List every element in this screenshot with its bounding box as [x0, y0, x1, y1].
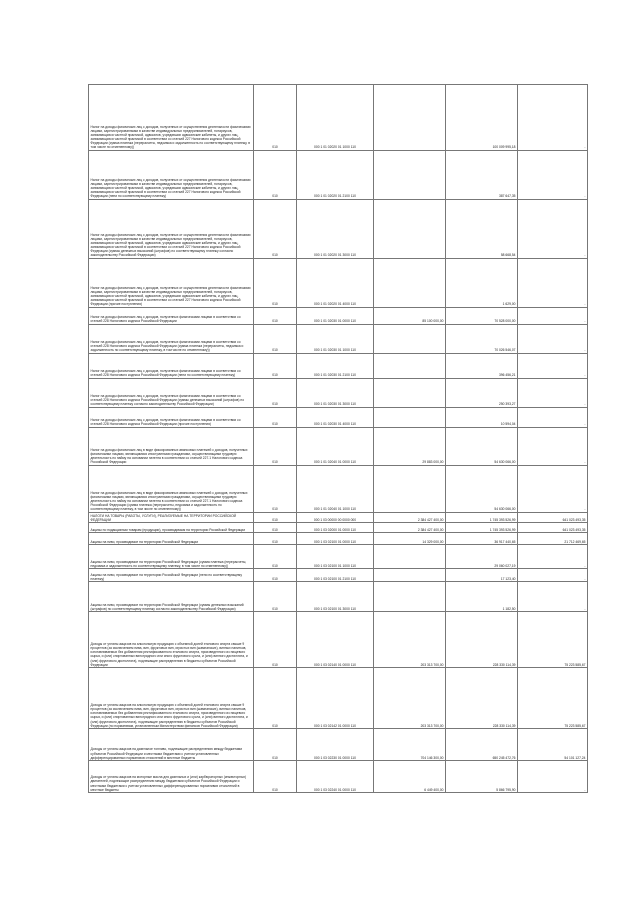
row-plan-amount: [374, 545, 446, 569]
table-row: [89, 259, 588, 308]
row-kbk: 000 1 01 02040 01 1000 110: [297, 466, 374, 513]
row-executed-amount: 70 026 546,07: [446, 325, 518, 354]
row-kbk: 000 1 01 02030 01 0000 110: [297, 308, 374, 325]
row-remaining-amount: -: [518, 466, 588, 513]
row-executed-amount: 228 330 114,39: [446, 612, 518, 668]
row-code: 010: [254, 259, 297, 308]
row-executed-amount: 10 594,04: [446, 408, 518, 428]
row-code: 010: [254, 428, 297, 466]
row-remaining-amount: 75 223 585,67: [518, 612, 588, 668]
row-plan-amount: 85 100 000,00: [374, 308, 446, 325]
row-plan-amount: [374, 85, 446, 151]
row-kbk: 000 1 01 02030 01 3000 110: [297, 379, 374, 408]
row-name: Налог на доходы физических лиц с доходов, полученных от осуществления деятельности физическими лицами, зарегистрированными в качестве индивидуальных предпринимателей, нотариусов, занимающихся частной практикой, адвокатов, учредивших адвокатские кабинеты, и других лиц, занимающихся частной практикой в соответствии со статьей 227 Налогового кодекса Российской Федерации (суммы денежных взысканий (штрафов) по соответствующему платежу согласно законодательству Российской Федерации): [89, 200, 254, 259]
row-code: 010: [254, 85, 297, 151]
row-kbk: 000 1 03 02100 01 1000 110: [297, 545, 374, 569]
row-executed-amount: 54 630 066,00: [446, 466, 518, 513]
row-kbk: 000 1 03 02000 01 0000 110: [297, 523, 374, 533]
row-remaining-amount: -: [518, 259, 588, 308]
row-remaining-amount: 641 023 493,35: [518, 523, 588, 533]
row-kbk: 000 1 01 02020 01 4000 110: [297, 259, 374, 308]
table-row: [89, 668, 588, 729]
table-row: [89, 582, 588, 612]
row-code: 010: [254, 513, 297, 523]
row-kbk: 000 1 03 02100 01 0000 110: [297, 533, 374, 545]
row-code: 010: [254, 354, 297, 379]
row-kbk: 000 1 01 02020 01 3000 110: [297, 200, 374, 259]
row-code: 010: [254, 545, 297, 569]
row-kbk: 000 1 01 02040 01 0000 110: [297, 428, 374, 466]
row-kbk: 000 1 01 02030 01 4000 110: [297, 408, 374, 428]
row-executed-amount: 70 528 000,00: [446, 308, 518, 325]
row-code: 010: [254, 151, 297, 200]
row-plan-amount: [374, 354, 446, 379]
table-row: [89, 612, 588, 668]
row-name: Акцизы на пиво, производимое на территории Российской Федерации (пени по соответствующему платежу): [89, 569, 254, 582]
row-plan-amount: 29 883 000,00: [374, 428, 446, 466]
row-plan-amount: [374, 200, 446, 259]
row-executed-amount: 650 245 472,76: [446, 729, 518, 761]
row-code: 010: [254, 729, 297, 761]
row-kbk: 000 1 03 02100 01 3000 110: [297, 582, 374, 612]
row-executed-amount: 54 630 066,00: [446, 428, 518, 466]
row-executed-amount: 17 123,40: [446, 569, 518, 582]
row-executed-amount: 1 182,50: [446, 582, 518, 612]
row-code: 010: [254, 379, 297, 408]
row-plan-amount: 2 384 427 400,00: [374, 523, 446, 533]
row-executed-amount: 29 060 027,19: [446, 545, 518, 569]
row-name: Налог на доходы физических лиц с доходов, полученных физическими лицами в соответствии со статьей 228 Налогового кодекса Российской Федерации: [89, 308, 254, 325]
row-name: Налог на доходы физических лиц с доходов, полученных от осуществления деятельности физическими лицами, зарегистрированными в качестве индивидуальных предпринимателей, нотариусов, занимающихся частной практикой, адвокатов, учредивших адвокатские кабинеты, и других лиц, занимающихся частной практикой в соответствии со статьей 227 Налогового кодекса Российской Федерации (сумма платежа (перерасчеты, недоимка и задолженность по соответствующему платежу, в том числе по отмененному)): [89, 85, 254, 151]
row-code: 010: [254, 533, 297, 545]
row-remaining-amount: -: [518, 151, 588, 200]
row-plan-amount: 6 449 400,00: [374, 761, 446, 793]
row-remaining-amount: -: [518, 200, 588, 259]
row-name: Акцизы на пиво, производимое на территории Российской Федерации (сумма платежа (перерасчеты, недоимка и задолженность по соответствующему платежу, в том числе по отмененному)): [89, 545, 254, 569]
row-executed-amount: 250 393,27: [446, 379, 518, 408]
row-name: Акцизы по подакцизным товарам (продукции), производимым на территории Российской Федерации: [89, 523, 254, 533]
row-name: Налог на доходы физических лиц в виде фиксированных авансовых платежей с доходов, полученных физическими лицами, являющимися иностранными гражданами, осуществляющими трудовую деятельность по найму на основании патента в соответствии со статьей 227.1 Налогового кодекса Российской Федерации (сумма платежа (перерасчеты, недоимка и задолженность по соответствующему платежу, в том числе по отмененному)): [89, 466, 254, 513]
row-name: Акцизы на пиво, производимое на территории Российской Федерации: [89, 533, 254, 545]
row-name: Доходы от уплаты акцизов на алкогольную продукцию с объемной долей этилового спирта свыше 9 процентов (за исключением пива, вин, фруктовых вин, игристых вин (шампанских), винных напитков, изготавливаемых без добавления ректификованного этилового спирта, произведенного из пищевого сырья, и (или) спиртованных виноградного или иного фруктового сусла, и (или) винного дистиллята, и (или) фруктового дистиллята), подлежащие распределению в бюджеты субъектов Российской Федерации (по нормативам, установленным Министерством финансов Российской Федерации): [89, 668, 254, 729]
row-remaining-amount: 54 101 127,24: [518, 729, 588, 761]
row-code: 010: [254, 408, 297, 428]
row-remaining-amount: -: [518, 569, 588, 582]
row-name: Доходы от уплаты акцизов на дизельное топливо, подлежащие распределению между бюджетами субъектов Российской Федерации и местными бюджетами с учетом установленных дифференцированных нормативов отчислений в местные бюджеты: [89, 729, 254, 761]
row-name: Налог на доходы физических лиц в виде фиксированных авансовых платежей с доходов, полученных физическими лицами, являющимися иностранными гражданами, осуществляющими трудовую деятельность по найму на основании патента в соответствии со статьей 227.1 Налогового кодекса Российской Федерации: [89, 428, 254, 466]
table-row: [89, 379, 588, 408]
row-kbk: 000 1 03 02142 01 0000 110: [297, 668, 374, 729]
row-kbk: 000 1 01 02020 01 1000 110: [297, 85, 374, 151]
row-kbk: 000 1 03 00000 00 0000 000: [297, 513, 374, 523]
row-name: Налог на доходы физических лиц с доходов, полученных физическими лицами в соответствии со статьей 228 Налогового кодекса Российской Федерации (сумма платежа (перерасчеты, недоимка и задолженность по соответствующему платежу, в том числе по отмененному)): [89, 325, 254, 354]
table-row: [89, 513, 588, 523]
row-plan-amount: [374, 151, 446, 200]
row-code: 010: [254, 761, 297, 793]
row-name: Налог на доходы физических лиц с доходов, полученных физическими лицами в соответствии со статьей 228 Налогового кодекса Российской Федерации (пени по соответствующему платежу): [89, 354, 254, 379]
table-row: [89, 533, 588, 545]
row-name: Доходы от уплаты акцизов на алкогольную продукцию с объемной долей этилового спирта свыше 9 процентов (за исключением пива, вин, фруктовых вин, игристых вин (шампанских), винных напитков, изготавливаемых без добавления ректификованного этилового спирта, произведенного из пищевого сырья, и (или) спиртованных виноградного или иного фруктового сусла, и (или) винного дистиллята, и (или) фруктового дистиллята), подлежащие распределению в бюджеты субъектов Российской Федерации: [89, 612, 254, 668]
row-executed-amount: 396 456,21: [446, 354, 518, 379]
row-plan-amount: [374, 259, 446, 308]
table-row: [89, 761, 588, 793]
row-plan-amount: [374, 325, 446, 354]
table-row: [89, 569, 588, 582]
row-remaining-amount: -: [518, 308, 588, 325]
table-row: [89, 408, 588, 428]
table-row: [89, 354, 588, 379]
row-executed-amount: 100 009 995,18: [446, 85, 518, 151]
row-code: 010: [254, 582, 297, 612]
row-plan-amount: 203 313 700,00: [374, 612, 446, 668]
row-kbk: 000 1 03 02240 01 0000 110: [297, 761, 374, 793]
row-code: 010: [254, 569, 297, 582]
row-remaining-amount: -: [518, 354, 588, 379]
row-code: 010: [254, 466, 297, 513]
row-kbk: 000 1 03 02230 01 0000 110: [297, 729, 374, 761]
row-kbk: 000 1 01 02030 01 1000 110: [297, 325, 374, 354]
table-row: [89, 545, 588, 569]
row-remaining-amount: 75 223 585,67: [518, 668, 588, 729]
table-row: [89, 308, 588, 325]
row-code: 010: [254, 523, 297, 533]
table-row: [89, 151, 588, 200]
row-code: 010: [254, 308, 297, 325]
row-plan-amount: [374, 582, 446, 612]
row-remaining-amount: -: [518, 545, 588, 569]
row-plan-amount: [374, 569, 446, 582]
row-plan-amount: [374, 466, 446, 513]
table-row: [89, 200, 588, 259]
row-plan-amount: 14 329 000,00: [374, 533, 446, 545]
row-kbk: 000 1 03 02140 01 0000 110: [297, 612, 374, 668]
row-kbk: 000 1 03 02100 01 2100 110: [297, 569, 374, 582]
table-row: [89, 523, 588, 533]
row-remaining-amount: -: [518, 408, 588, 428]
row-remaining-amount: 21 712 469,65: [518, 533, 588, 545]
table-row: [89, 325, 588, 354]
row-kbk: 000 1 01 02030 01 2100 110: [297, 354, 374, 379]
row-code: 010: [254, 325, 297, 354]
row-plan-amount: 203 313 700,00: [374, 668, 446, 729]
table-body: [89, 85, 588, 793]
row-code: 010: [254, 668, 297, 729]
row-remaining-amount: -: [518, 761, 588, 793]
row-code: 010: [254, 200, 297, 259]
row-name: Доходы от уплаты акцизов на моторные масла для дизельных и (или) карбюраторных (инжекторных) двигателей, подлежащие распределению между бюджетами субъектов Российской Федерации и местными бюджетами с учетом установленных дифференцированных нормативов отчислений в местные бюджеты: [89, 761, 254, 793]
row-remaining-amount: -: [518, 379, 588, 408]
row-plan-amount: 704 146 300,00: [374, 729, 446, 761]
row-code: 010: [254, 612, 297, 668]
row-kbk: 000 1 01 02020 01 2100 110: [297, 151, 374, 200]
row-name: Налог на доходы физических лиц с доходов, полученных от осуществления деятельности физическими лицами, зарегистрированными в качестве индивидуальных предпринимателей, нотариусов, занимающихся частной практикой, адвокатов, учредивших адвокатские кабинеты, и других лиц, занимающихся частной практикой в соответствии со статьей 227 Налогового кодекса Российской Федерации (прочие поступления): [89, 259, 254, 308]
row-executed-amount: 5 866 795,90: [446, 761, 518, 793]
table-row: [89, 466, 588, 513]
row-name: Налог на доходы физических лиц с доходов, полученных физическими лицами в соответствии со статьей 228 Налогового кодекса Российской Федерации (прочие поступления): [89, 408, 254, 428]
row-name: Акцизы на пиво, производимое на территории Российской Федерации (суммы денежных взысканий (штрафов) по соответствующему платежу согласно законодательству Российской Федерации): [89, 582, 254, 612]
row-executed-amount: 58 668,54: [446, 200, 518, 259]
row-executed-amount: 1 745 393 526,99: [446, 523, 518, 533]
row-remaining-amount: -: [518, 85, 588, 151]
row-executed-amount: 228 330 114,39: [446, 668, 518, 729]
row-executed-amount: 387 647,35: [446, 151, 518, 200]
budget-income-table: [88, 84, 588, 793]
row-executed-amount: 1 745 393 526,99: [446, 513, 518, 523]
row-remaining-amount: 641 023 493,35: [518, 513, 588, 523]
table-row: [89, 428, 588, 466]
table-row: [89, 729, 588, 761]
row-plan-amount: [374, 408, 446, 428]
row-remaining-amount: -: [518, 428, 588, 466]
row-remaining-amount: -: [518, 582, 588, 612]
row-remaining-amount: -: [518, 325, 588, 354]
row-executed-amount: 1 629,00: [446, 259, 518, 308]
row-name: Налог на доходы физических лиц с доходов, полученных физическими лицами в соответствии со статьей 228 Налогового кодекса Российской Федерации (суммы денежных взысканий (штрафов) по соответствующему платежу согласно законодательству Российской Федерации): [89, 379, 254, 408]
row-executed-amount: 36 917 440,65: [446, 533, 518, 545]
row-plan-amount: 2 384 427 400,00: [374, 513, 446, 523]
row-plan-amount: [374, 379, 446, 408]
table-row: [89, 85, 588, 151]
row-name: Налог на доходы физических лиц с доходов, полученных от осуществления деятельности физическими лицами, зарегистрированными в качестве индивидуальных предпринимателей, нотариусов, занимающихся частной практикой, адвокатов, учредивших адвокатские кабинеты, и других лиц, занимающихся частной практикой в соответствии со статьей 227 Налогового кодекса Российской Федерации (пени по соответствующему платежу): [89, 151, 254, 200]
row-name: НАЛОГИ НА ТОВАРЫ (РАБОТЫ, УСЛУГИ), РЕАЛИЗУЕМЫЕ НА ТЕРРИТОРИИ РОССИЙСКОЙ ФЕДЕРАЦИИ: [89, 513, 254, 523]
